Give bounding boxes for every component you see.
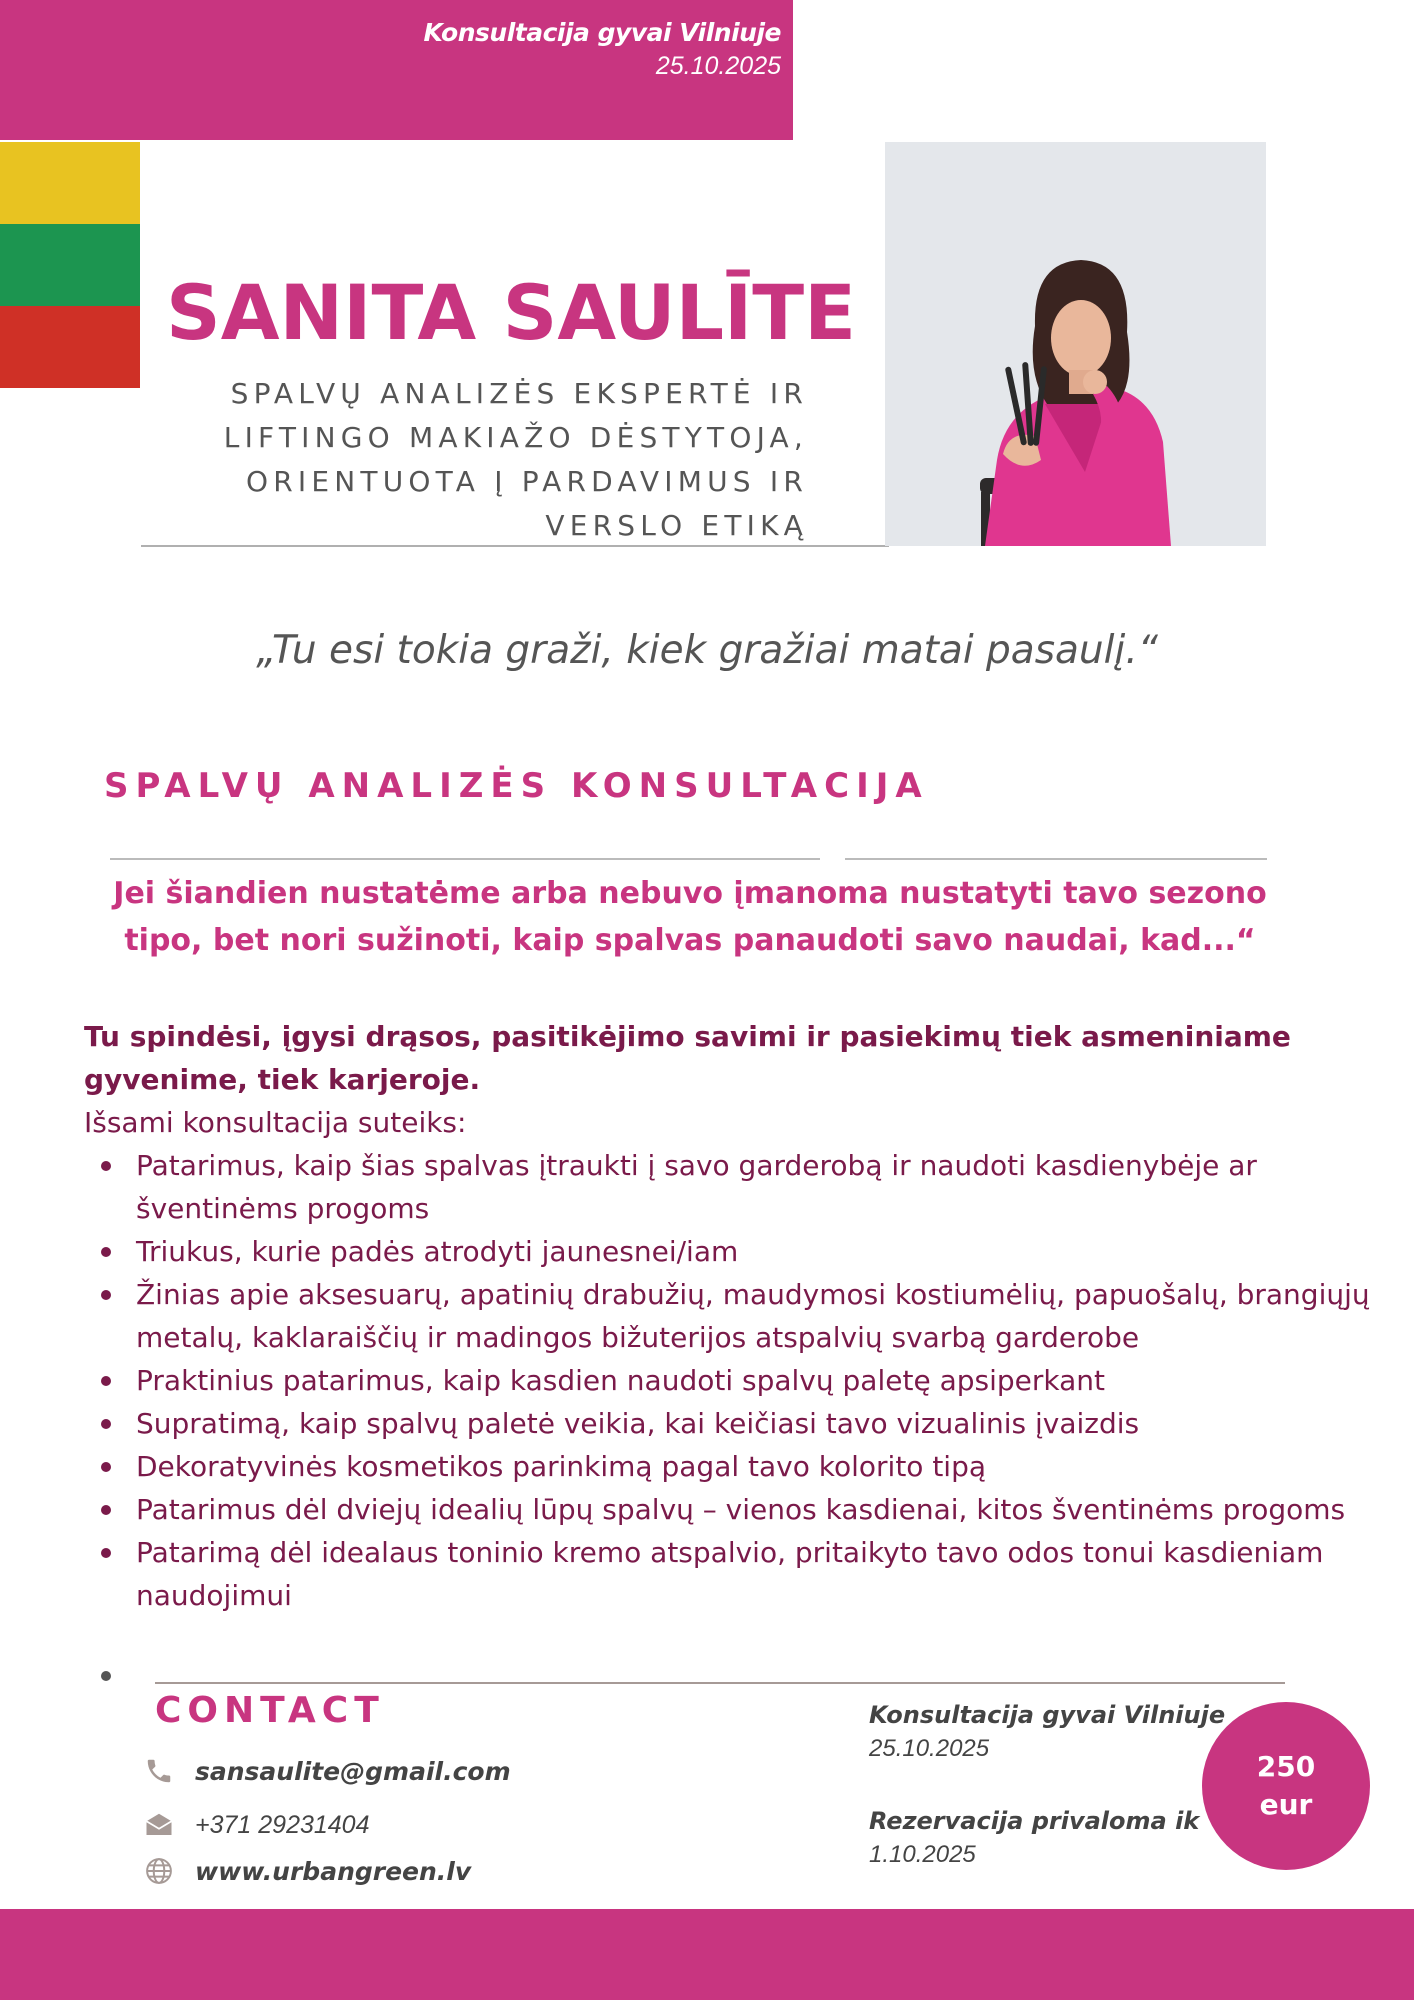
quote: „Tu esi tokia graži, kiek gražiai matai pasaulį.“ xyxy=(256,628,1158,673)
list-item: Triukus, kurie padės atrodyti jaunesnei/iam xyxy=(84,1230,1374,1273)
envelope-icon xyxy=(142,1808,176,1842)
consultation-description xyxy=(84,1015,1374,1617)
page-title: SANITA SAULĪTE xyxy=(166,268,857,357)
banner-event-date: 25.10.2025 xyxy=(655,52,781,80)
reservation-info xyxy=(869,1804,1199,1872)
contact-phone[interactable]: +371 29231404 xyxy=(195,1810,370,1839)
list-item: Dekoratyvinės kosmetikos parinkimą pagal tavo kolorito tipą xyxy=(84,1445,1374,1488)
section-intro: Jei šiandien nustatėme arba nebuvo įmanoma nustatyti tavo sezono tipo, bet nori sužinoti, kaip spalvas panaudoti savo naudai, kad...“ xyxy=(113,876,1267,958)
price-amount: 250 xyxy=(1256,1750,1316,1783)
contact-website-row[interactable] xyxy=(142,1854,471,1888)
banner-event-title: Konsultacija gyvai Vilniuje xyxy=(423,18,781,47)
list-item: Patarimus, kaip šias spalvas įtraukti į savo garderobą ir naudoti kasdienybėje ar šventinėms progoms xyxy=(84,1144,1374,1230)
price-currency: eur xyxy=(1259,1788,1313,1821)
contact-phone-row[interactable] xyxy=(142,1808,370,1842)
portrait-illustration xyxy=(885,142,1266,546)
list-item: Patarimus dėl dviejų idealių lūpų spalvų – vienos kasdienai, kitos šventinėms progoms xyxy=(84,1488,1374,1531)
reservation-date: 1.10.2025 xyxy=(869,1841,976,1868)
lithuanian-flag xyxy=(0,142,140,388)
top-banner xyxy=(0,0,793,140)
divider xyxy=(141,545,889,547)
subtitle-line: LIFTINGO MAKIAŽO DĖSTYTOJA, xyxy=(223,421,808,454)
list-item: Patarimą dėl idealaus toninio kremo atspalvio, pritaikyto tavo odos tonui kasdieniam naudojimui xyxy=(84,1531,1374,1617)
contact-email-row[interactable] xyxy=(142,1754,511,1788)
subtitle-line: SPALVŲ ANALIZĖS EKSPERTĖ IR xyxy=(230,377,808,410)
event-title: Konsultacija gyvai Vilniuje xyxy=(869,1701,1226,1729)
event-info xyxy=(869,1698,1225,1766)
profile-subtitle xyxy=(150,372,808,548)
phone-icon xyxy=(142,1754,176,1788)
flag-stripe-yellow xyxy=(0,142,140,224)
divider xyxy=(155,1682,1285,1684)
bullet-icon xyxy=(101,1671,111,1681)
subtitle-line: ORIENTUOTA Į PARDAVIMUS IR xyxy=(246,465,808,498)
bottom-bar xyxy=(0,1909,1414,2000)
section-title: SPALVŲ ANALIZĖS KONSULTACIJA xyxy=(104,766,929,806)
event-date: 25.10.2025 xyxy=(869,1735,990,1762)
lead-paragraph: Tu spindėsi, įgysi drąsos, pasitikėjimo savimi ir pasiekimų tiek asmeniniame gyvenime, tiek karjeroje. xyxy=(84,1020,1291,1096)
globe-icon xyxy=(142,1854,176,1888)
subtitle-line: VERSLO ETIKĄ xyxy=(545,509,808,542)
provides-label: Išsami konsultacija suteiks: xyxy=(84,1106,467,1139)
flag-stripe-red xyxy=(0,306,140,388)
contact-email[interactable]: sansaulite@gmail.com xyxy=(195,1756,511,1786)
price-badge xyxy=(1202,1702,1370,1870)
list-item: Žinias apie aksesuarų, apatinių drabužių, maudymosi kostiumėlių, papuošalų, brangiųjų metalų, kaklaraiščių ir madingos bižuterijos atspalvių svarbą garderobe xyxy=(84,1273,1374,1359)
list-item: Supratimą, kaip spalvų paletė veikia, kai keičiasi tavo vizualinis įvaizdis xyxy=(84,1402,1374,1445)
reservation-label: Rezervacija privaloma ik xyxy=(869,1807,1200,1835)
profile-photo xyxy=(885,142,1266,546)
contact-title: CONTACT xyxy=(155,1690,385,1731)
divider xyxy=(845,858,1267,860)
flag-stripe-green xyxy=(0,224,140,306)
benefits-list xyxy=(84,1144,1374,1617)
list-item: Praktinius patarimus, kaip kasdien naudoti spalvų paletę apsiperkant xyxy=(84,1359,1374,1402)
divider xyxy=(110,858,820,860)
contact-website[interactable]: www.urbangreen.lv xyxy=(195,1856,472,1886)
